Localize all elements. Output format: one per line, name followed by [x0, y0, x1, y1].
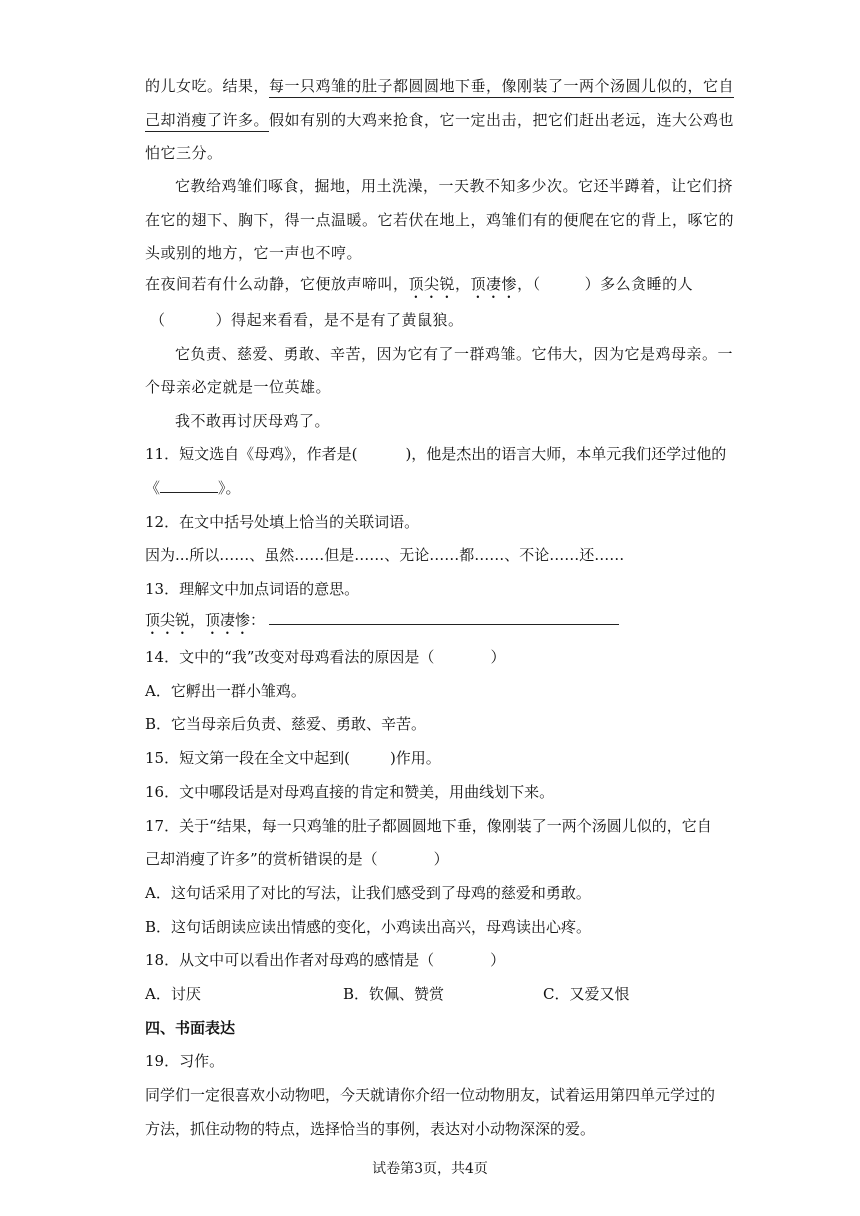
question-18 [145, 950, 505, 970]
answer-line[interactable] [269, 610, 619, 625]
passage-text: ， [455, 275, 471, 293]
question-text: 18．从文中可以看出作者对母鸡的感情是（ [145, 951, 435, 969]
option-a[interactable]: A．它孵出一群小雏鸡。 [145, 682, 306, 700]
question-12: 12．在文中括号处填上恰当的关联词语。 [145, 513, 420, 531]
dotted-word: 顶凄惨 [205, 611, 251, 629]
passage-line: 我不敢再讨厌母鸡了。 [175, 412, 331, 430]
word-bank: 因为...所以……、虽然……但是……、无论……都……、不论……还…… [145, 546, 625, 564]
question-text: 》。 [218, 479, 241, 497]
dotted-word: 顶尖锐 [145, 611, 191, 629]
question-19: 19．习作。 [145, 1052, 225, 1070]
passage-text: 在夜间若有什么动静，它便放声啼叫， [145, 275, 409, 293]
passage-line: 头或别的地方，它一声也不哼。 [145, 244, 363, 262]
question-text: )，他是杰出的语言大师，本单元我们还学过他的 [405, 445, 727, 463]
passage-line: 它教给鸡雏们啄食，掘地，用土洗澡，一天教不知多少次。它还半蹲着，让它们挤 [175, 177, 734, 195]
option-c[interactable]: C．又爱又恨 [543, 985, 630, 1003]
question-text: )作用。 [389, 749, 441, 767]
passage-line: 在它的翅下、胸下，得一点温暖。它若伏在地上，鸡雏们有的便爬在它的背上，啄它的 [145, 211, 735, 229]
question-13-answer [145, 610, 619, 638]
question-17-line2 [145, 849, 449, 869]
question-text: 14．文中的“我”改变对母鸡看法的原因是（ [145, 648, 435, 666]
passage-text: （ [150, 311, 166, 329]
question-text: 15．短文第一段在全文中起到( [145, 749, 350, 767]
question-13: 13．理解文中加点词语的意思。 [145, 580, 360, 598]
passage-line [145, 274, 693, 302]
option-b[interactable]: B．这句话朗读应读出情感的变化，小鸡读出高兴，母鸡读出心疼。 [145, 918, 592, 936]
underlined-sentence: 每一只鸡雏的肚子都圆圆地下垂，像刚装了一两个汤圆儿似的，它自 [269, 77, 734, 98]
dotted-word: 顶尖锐 [408, 275, 456, 293]
question-text: ） [433, 850, 449, 868]
underlined-sentence: 己却消瘦了许多。 [145, 111, 269, 132]
passage-line [145, 110, 734, 130]
question-17: 17．关于“结果，每一只鸡雏的肚子都圆圆地下垂，像刚装了一两个汤圆儿似的，它自 [145, 817, 712, 835]
question-text: ， [190, 611, 206, 629]
passage-line [145, 76, 734, 96]
dotted-word: 顶凄惨 [470, 275, 518, 293]
passage-line: 它负责、慈爱、勇敢、辛苦，因为它有了一群鸡雏。它伟大，因为它是鸡母亲。一 [175, 345, 734, 363]
passage-line: 个母亲必定就是一位英雄。 [145, 378, 332, 396]
writing-prompt-line: 方法，抓住动物的特点，选择恰当的事例，表达对小动物深深的爱。 [145, 1120, 596, 1138]
passage-text: ）多么贪睡的人 [584, 275, 694, 293]
question-14 [145, 647, 505, 667]
question-11 [145, 444, 726, 464]
writing-prompt-line: 同学们一定很喜欢小动物吧，今天就请你介绍一位动物朋友，试着运用第四单元学过的 [145, 1086, 716, 1104]
title-blank[interactable] [160, 478, 218, 493]
passage-text: ，（ [517, 275, 541, 293]
question-15 [145, 748, 441, 768]
passage-text: 的儿女吃。结果， [145, 77, 270, 95]
section-title: 四、书面表达 [145, 1019, 236, 1037]
option-b[interactable]: B．它当母亲后负责、慈爱、勇敢、辛苦。 [145, 715, 427, 733]
question-text: ） [490, 951, 506, 969]
question-text: 《 [145, 479, 161, 497]
option-b[interactable]: B．钦佩、赞赏 [343, 985, 445, 1003]
question-text: 己却消瘦了许多”的赏析错误的是（ [145, 850, 378, 868]
passage-text: ）得起来看看，是不是有了黄鼠狼。 [215, 311, 464, 329]
option-a[interactable]: A．讨厌 [145, 985, 201, 1003]
question-16: 16．文中哪段话是对母鸡直接的肯定和赞美，用曲线划下来。 [145, 783, 555, 801]
option-a[interactable]: A．这句话采用了对比的写法，让我们感受到了母鸡的慈爱和勇敢。 [145, 884, 591, 902]
page-footer: 试卷第3页，共4页 [372, 1161, 488, 1177]
passage-line: 怕它三分。 [145, 144, 223, 162]
passage-text: 假如有别的大鸡来抢食，它一定出击，把它们赶出老远，连大公鸡也 [269, 111, 735, 129]
question-text: ） [490, 648, 506, 666]
question-text: 11．短文选自《母鸡》，作者是( [145, 445, 358, 463]
question-11-line2 [145, 478, 241, 498]
passage-line [150, 310, 464, 330]
question-text: ： [250, 611, 266, 629]
